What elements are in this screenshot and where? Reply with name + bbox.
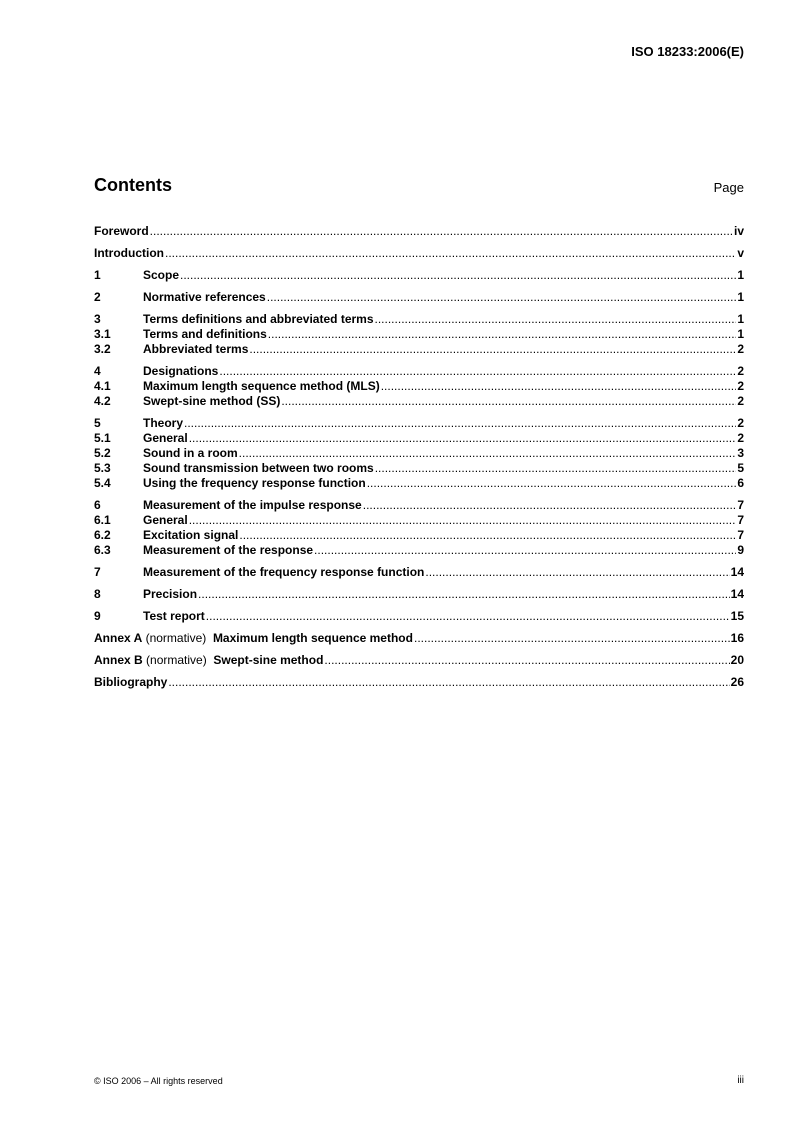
toc-entry-title: Measurement of the impulse response (143, 498, 362, 512)
toc-entry[interactable] (94, 379, 744, 394)
page-number: iii (737, 1075, 744, 1086)
toc-group (94, 364, 744, 409)
toc-entry[interactable] (94, 498, 744, 513)
toc-entry-title: Measurement of the response (143, 543, 314, 557)
page-title: Contents (94, 175, 172, 195)
toc-entry[interactable] (94, 653, 744, 668)
toc-entry-page: 16 (730, 631, 744, 645)
toc-group (94, 224, 744, 239)
toc-entry-page: 1 (737, 268, 744, 282)
toc-entry-title: Introduction (94, 246, 164, 260)
dot-leader (314, 543, 736, 558)
toc-entry-page: 2 (737, 379, 744, 393)
toc-entry-title: Using the frequency response function (143, 476, 366, 490)
toc-entry-page: 9 (737, 543, 744, 557)
toc-entry-page: 1 (737, 327, 744, 341)
dot-leader (281, 394, 736, 409)
toc-annex-type: (normative) (146, 653, 207, 667)
toc-entry-title: Precision (143, 587, 198, 601)
toc-entry[interactable] (94, 268, 744, 283)
dot-leader (267, 290, 737, 305)
toc-entry-page: 14 (730, 587, 744, 601)
toc-entry-title: Measurement of the frequency response function (143, 565, 425, 579)
toc-entry[interactable] (94, 327, 744, 342)
toc-entry[interactable] (94, 246, 744, 261)
toc-entry[interactable] (94, 342, 744, 357)
dot-leader (375, 461, 737, 476)
document-id: ISO 18233:2006(E) (631, 44, 744, 59)
toc-entry-title: Terms and definitions (143, 327, 267, 341)
toc-entry-title: Scope (143, 268, 180, 282)
dot-leader (168, 675, 729, 690)
toc-entry[interactable] (94, 446, 744, 461)
toc-entry-page: 3 (737, 446, 744, 460)
toc-group (94, 675, 744, 690)
dot-leader (239, 446, 737, 461)
toc-entry-page: 26 (730, 675, 744, 689)
dot-leader (189, 431, 737, 446)
toc-entry[interactable] (94, 312, 744, 327)
dot-leader (367, 476, 737, 491)
toc-entry-page: 20 (730, 653, 744, 667)
toc-entry-title: Sound in a room (143, 446, 238, 460)
toc-annex-type: (normative) (145, 631, 207, 645)
toc-entry-title: Designations (143, 364, 219, 378)
toc-group (94, 312, 744, 357)
toc-entry-number: 5.3 (94, 461, 111, 475)
toc-entry-page: 5 (737, 461, 744, 475)
toc-group (94, 631, 744, 646)
toc-entry-page: 6 (737, 476, 744, 490)
toc-entry[interactable] (94, 290, 744, 305)
toc-entry-number: 5 (94, 416, 101, 430)
toc-entry-number: 6 (94, 498, 101, 512)
toc-entry-number: 6.1 (94, 513, 111, 527)
toc-entry-number: 6.3 (94, 543, 111, 557)
table-of-contents (94, 224, 744, 697)
toc-entry[interactable] (94, 528, 744, 543)
toc-entry-title: Normative references (143, 290, 266, 304)
toc-entry[interactable] (94, 431, 744, 446)
toc-group (94, 246, 744, 261)
toc-entry-number: 3.2 (94, 342, 111, 356)
toc-entry-title: Foreword (94, 224, 149, 238)
toc-entry-page: 7 (737, 513, 744, 527)
toc-entry-page: 1 (737, 312, 744, 326)
toc-entry-page: 15 (730, 609, 744, 623)
toc-entry[interactable] (94, 543, 744, 558)
toc-entry-number: 3.1 (94, 327, 111, 341)
dot-leader (206, 609, 730, 624)
toc-group (94, 498, 744, 558)
toc-entry-number: 3 (94, 312, 101, 326)
toc-annex-label: Annex B (94, 653, 143, 667)
dot-leader (198, 587, 730, 602)
toc-entry[interactable] (94, 675, 744, 690)
toc-entry-number: 5.4 (94, 476, 111, 490)
toc-group (94, 653, 744, 668)
dot-leader (268, 327, 737, 342)
dot-leader (249, 342, 736, 357)
toc-entry-number: 2 (94, 290, 101, 304)
toc-entry[interactable] (94, 476, 744, 491)
toc-entry[interactable] (94, 461, 744, 476)
toc-entry-page: 2 (737, 416, 744, 430)
toc-entry-number: 4 (94, 364, 101, 378)
toc-entry[interactable] (94, 587, 744, 602)
dot-leader (180, 268, 736, 283)
toc-entry-title: Bibliography (94, 675, 168, 689)
toc-group (94, 268, 744, 283)
toc-entry-title: Maximum length sequence method (MLS) (143, 379, 380, 393)
toc-entry-title: Sound transmission between two rooms (143, 461, 374, 475)
copyright-notice: © ISO 2006 – All rights reserved (94, 1076, 223, 1086)
toc-entry-number: 1 (94, 268, 101, 282)
toc-annex-label: Annex A (94, 631, 143, 645)
dot-leader (324, 653, 729, 668)
toc-entry-number: 6.2 (94, 528, 111, 542)
toc-group (94, 609, 744, 624)
toc-entry-page: 2 (737, 364, 744, 378)
toc-entry-title: Abbreviated terms (143, 342, 249, 356)
dot-leader (381, 379, 737, 394)
dot-leader (150, 224, 733, 239)
toc-entry-title: Swept-sine method (213, 653, 324, 667)
dot-leader (184, 416, 736, 431)
dot-leader (189, 513, 737, 528)
toc-entry-title: Maximum length sequence method (212, 631, 413, 645)
toc-entry-number: 4.1 (94, 379, 111, 393)
toc-group (94, 416, 744, 491)
toc-entry[interactable] (94, 631, 744, 646)
toc-entry-page: 2 (737, 394, 744, 408)
toc-entry-number: 5.1 (94, 431, 111, 445)
dot-leader (165, 246, 736, 261)
toc-entry[interactable] (94, 609, 744, 624)
toc-entry-page: v (737, 246, 744, 260)
toc-entry-number: 7 (94, 565, 101, 579)
dot-leader (414, 631, 730, 646)
toc-entry-title: Theory (143, 416, 184, 430)
toc-entry-title: Terms definitions and abbreviated terms (143, 312, 374, 326)
toc-entry-page: iv (733, 224, 744, 238)
toc-entry-title: Excitation signal (143, 528, 239, 542)
toc-group (94, 587, 744, 602)
toc-entry[interactable] (94, 364, 744, 379)
toc-group (94, 565, 744, 580)
toc-entry-page: 1 (737, 290, 744, 304)
toc-entry-title: Swept-sine method (SS) (143, 394, 281, 408)
dot-leader (239, 528, 736, 543)
toc-entry[interactable] (94, 394, 744, 409)
toc-entry-title: General (143, 431, 188, 445)
toc-entry[interactable] (94, 565, 744, 580)
toc-entry[interactable] (94, 416, 744, 431)
toc-entry[interactable] (94, 513, 744, 528)
toc-entry-number: 8 (94, 587, 101, 601)
toc-entry-title: General (143, 513, 188, 527)
toc-entry-page: 2 (737, 431, 744, 445)
toc-entry-number: 4.2 (94, 394, 111, 408)
toc-entry-number: 5.2 (94, 446, 111, 460)
dot-leader (363, 498, 737, 513)
dot-leader (425, 565, 729, 580)
toc-entry-number: 9 (94, 609, 101, 623)
toc-entry-page: 2 (737, 342, 744, 356)
page-column-label: Page (713, 180, 744, 195)
toc-entry-page: 7 (737, 498, 744, 512)
toc-group (94, 290, 744, 305)
toc-entry-title: Test report (143, 609, 205, 623)
toc-entry-page: 14 (730, 565, 744, 579)
toc-entry[interactable] (94, 224, 744, 239)
toc-entry-page: 7 (737, 528, 744, 542)
dot-leader (375, 312, 737, 327)
dot-leader (219, 364, 736, 379)
